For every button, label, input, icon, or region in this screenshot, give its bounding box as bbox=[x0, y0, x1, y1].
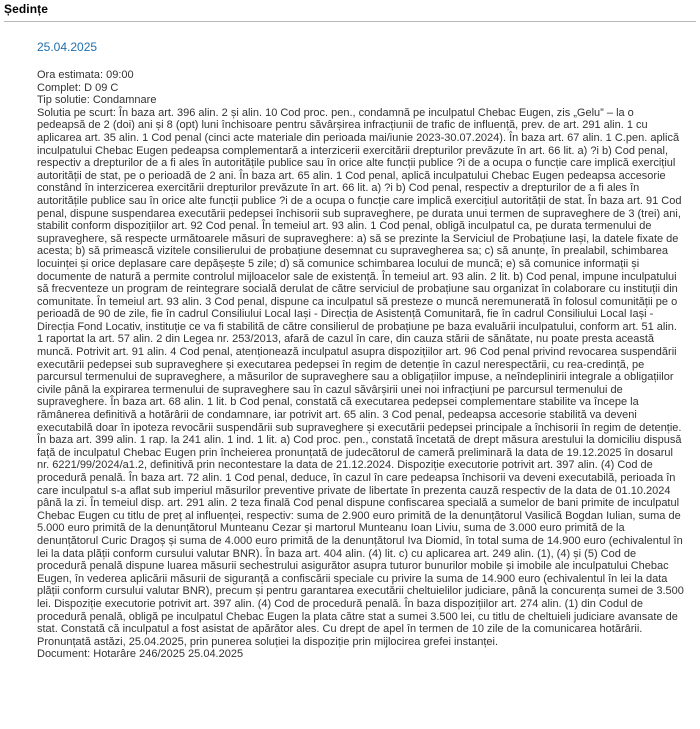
sitting-date: 25.04.2025 bbox=[37, 40, 98, 54]
panel: Complet: D 09 C bbox=[37, 81, 119, 94]
document-reference: Document: Hotarâre 246/2025 25.04.2025 bbox=[37, 648, 244, 661]
section-header bbox=[4, 0, 696, 22]
section-title: Ședințe bbox=[4, 2, 49, 16]
solution-summary: Solutia pe scurt: În baza art. 396 alin. 2 și alin. 10 Cod proc. pen., condamnă pe inculpatul Chebac Eugen, zis „Gelu” – la o pedeapsă de 2 (doi) ani și 8 (opt) luni închisoare pentru săvârșirea infracțiunii de trafic de influență, prev. de art. 291 alin. 1 cu aplicarea art. 35 alin. 1 Cod penal (cinci acte materiale din perioada mai/iunie 2023-30.07.2024). În baza art. 67 alin. 1 C.pen. aplică inculpatului Chebac Eugen pedeapsa complementară a interzicerii exercitării drepturilor prevăzute în art. 66 lit. a) ?i b) Cod penal, respectiv a drepturilor de a fi ales în autoritățile publice sau în orice alte funcții publice ?i de a ocupa o funcție care implică exercițiul autorității de stat, pe o perioadă de 2 ani. În baza art. 65 alin. 1 Cod penal, aplică inculpatului Chebac Eugen pedeapsa accesorie constând în interzicerea exercitării drepturilor prevăzute în art. 66 lit. a) ?i b) Cod penal, respectiv a drepturilor de a fi ales în autoritățile publice sau în orice alte funcții publice ?i de a ocupa o funcție care implică exercițiul autorității de stat. În baza art. 91 Cod penal, dispune suspendarea executării pedepsei închisorii sub supraveghere, pe durata unui termen de supraveghere de 3 (trei) ani, stabilit conform dispozițiilor art. 92 Cod penal. În temeiul art. 93 alin. 1 Cod penal, obligă inculpatul ca, pe durata termenului de supraveghere, să respecte următoarele măsuri de supraveghere: a) să se prezinte la Serviciul de Probațiune Iași, la datele fixate de acesta; b) să primească vizitele consilierului de probațiune desemnat cu supravegherea sa; c) să anunțe, în prealabil, schimbarea locuinței și orice deplasare care depășește 5 zile; d) să comunice schimbarea locului de muncă; e) să comunice informații și documente de natură a permite controlul mijloacelor sale de existență. În temeiul art. 93 alin. 2 lit. b) Cod penal, impune inculpatului să frecventeze un program de reintegrare socială derulat de către serviciul de probațiune sau organizat în colaborare cu instituții din comunitate. În temeiul art. 93 alin. 3 Cod penal, dispune ca inculpatul să presteze o muncă neremunerată în folosul comunității pe o perioadă de 90 de zile, fie în cadrul Consiliului Local Iași - Direcția de Asistență Comunitară, fie în cadrul Consiliului Local Iași - Direcția Fond Locativ, instituție ce va fi stabilită de către consilierul de probațiune pe baza evaluării inculpatului, conform art. 51 alin. 1 raportat la art. 57 alin. 2 din Legea nr. 253/2013, afară de cazul în care, din cauza stării de sănătate, nu poate presta această muncă. Potrivit art. 91 alin. 4 Cod penal, atenționează inculpatul asupra dispozițiilor art. 96 Cod penal privind revocarea suspendării executării pedepsei sub supraveghere și executarea pedepsei în regim de detenție în cazul nerespectării, cu rea-credință, pe parcursul termenului de supraveghere, a măsurilor de supraveghere sau a obligațiilor impuse, a neîndeplinirii integrale a obligațiilor civile până la expirarea termenului de supraveghere sau în cazul săvârșirii unei noi infracțiuni pe parcursul termenului de supraveghere. În baza art. 68 alin. 1 lit. b Cod penal, constată că executarea pedepsei complementare stabilite va începe la rămânerea definitivă a hotărârii de condamnare, iar potrivit art. 65 alin. 3 Cod penal, pedeapsa accesorie stabilită va deveni executabilă doar în ipoteza revocării suspendării sub supraveghere și executării pedepsei principale a închisorii în regim de detenție. În baza art. 399 alin. 1 rap. la 241 alin. 1 ind. 1 lit. a) Cod proc. pen., constată încetată de drept măsura arestului la domiciliu dispusă față de inculpatul Chebac Eugen prin încheierea pronunțată de judecătorul de cameră preliminară la data de 19.12.2025 în dosarul nr. 6221/99/2024/a1.2, definitivă prin necontestare la data de 21.12.2024. Dispoziție executorie potrivit art. 397 alin. (4) Cod de procedură penală. În baza art. 72 alin. 1 Cod penal, deduce, în cazul în care pedeapsa închisorii va deveni executabilă, perioada în care inculpatul s-a aflat sub imperiul măsurilor preventive private de libertate în prezenta cauză respectiv de la data de 01.10.2024 până la zi. În temeiul disp. art. 291 alin. 2 teza finală Cod penal dispune confiscarea specială a sumelor de bani primite de inculpatul Chebac Eugen cu titlu de preț al influenței, respectiv: suma de 2.900 euro primită de la denunțătorul Vasilică Bogdan Iulian, suma de 5.000 euro primită de la denunțătorul Munteanu Cezar și martorul Munteanu Ioan Liviu, suma de 3.000 euro primită de la denunțătorul Curic Dragoș și suma de 4.000 euro primită de la denunțătorul Iva Diomid, în total suma de 14.900 euro (echivalentul în lei la data plății conform cursului valutar BNR). În baza art. 404 alin. (4) lit. c) cu aplicarea art. 249 alin. (1), (4) și (5) Cod de procedură penală dispune luarea măsurii sechestrului asigurător asupra tuturor bunurilor mobile și imobile ale inculpatului Chebac Eugen, în vederea aplicării măsurii de siguranță a confiscării speciale cu privire la suma de 14.900 euro (echivalentul în lei la data plății conform cursului valutar BNR), precum și pentru garantarea executării cheltuielilor judiciare, până la concurența sumei de 3.500 lei. Dispoziție executorie potrivit art. 397 alin. (4) Cod de procedură penală. În baza dispozițiilor art. 274 alin. (1) din Codul de procedură penală, obligă pe inculpatul Chebac Eugen la plata către stat a sumei 3.500 lei, cu titlu de cheltuieli judiciare avansate de stat. Constată că inculpatul a fost asistat de apărător ales. Cu drept de apel în termen de 10 zile de la comunicarea hotărârii. Pronunțată astăzi, 25.04.2025, prin punerea soluției la dispoziție prin mijlocirea grefei instanței. bbox=[37, 106, 684, 648]
estimated-time: Ora estimata: 09:00 bbox=[37, 69, 134, 81]
sitting-entry bbox=[37, 40, 688, 661]
solution-type: Tip solutie: Condamnare bbox=[37, 94, 157, 107]
